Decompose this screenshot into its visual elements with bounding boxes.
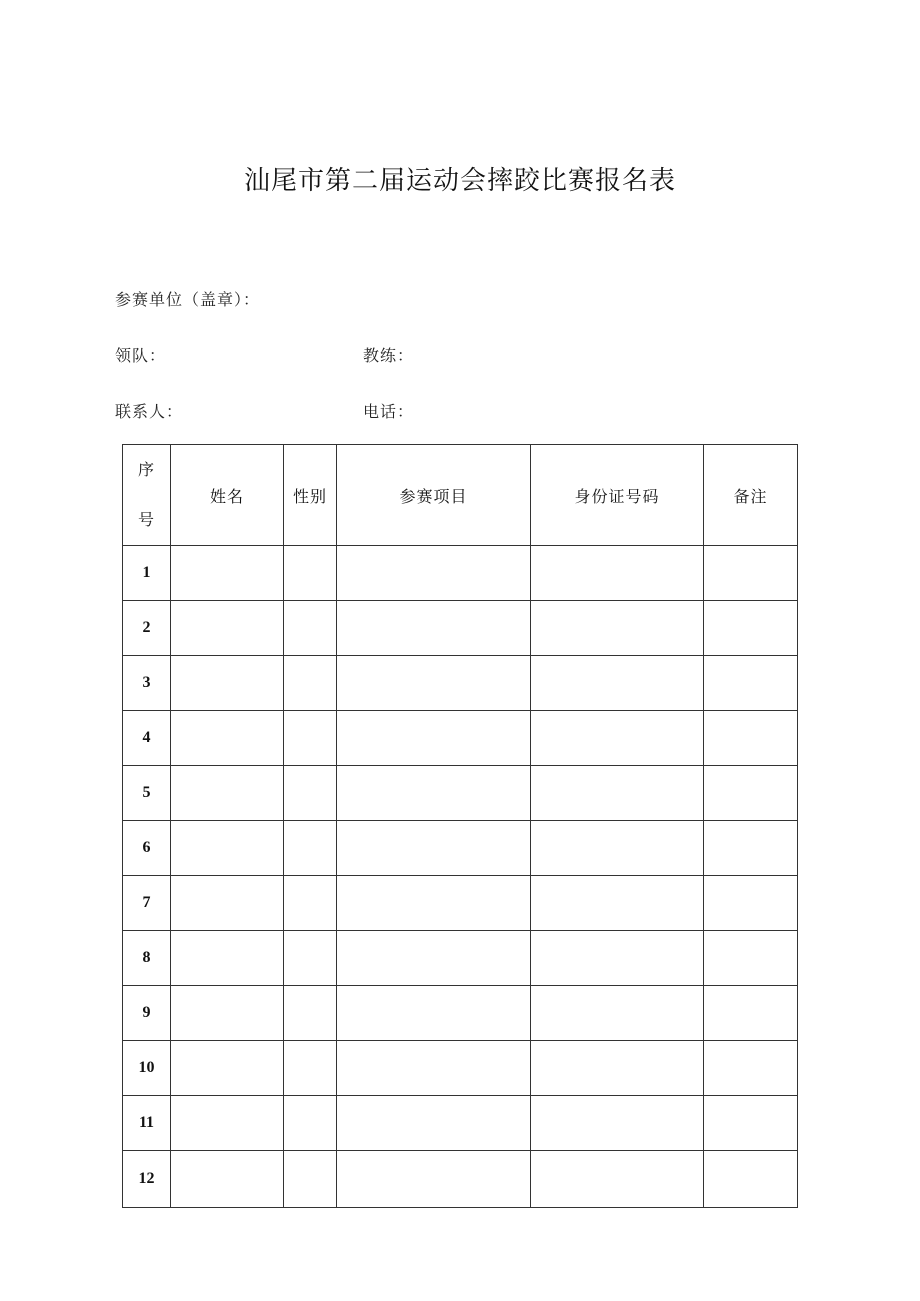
id-number-cell[interactable] (531, 1096, 704, 1151)
header-seq-line2: 号 (137, 510, 155, 529)
header-event: 参赛项目 (337, 445, 531, 546)
page-title: 汕尾市第二届运动会摔跤比赛报名表 (243, 166, 676, 196)
participating-unit-label: 参赛单位（盖章）： (115, 290, 261, 309)
gender-cell[interactable] (284, 876, 337, 931)
gender-cell[interactable] (284, 656, 337, 711)
table-row (123, 876, 798, 931)
coach-label: 教练： (363, 346, 415, 365)
id-number-cell[interactable] (531, 766, 704, 821)
event-cell[interactable] (337, 986, 531, 1041)
event-cell[interactable] (337, 711, 531, 766)
gender-cell[interactable] (284, 1096, 337, 1151)
name-cell[interactable] (171, 876, 284, 931)
event-cell[interactable] (337, 546, 531, 601)
row-number: 2 (123, 601, 171, 656)
row-number: 3 (123, 656, 171, 711)
table-row (123, 1041, 798, 1096)
phone-label: 电话： (363, 402, 415, 421)
table-row (123, 656, 798, 711)
id-number-cell[interactable] (531, 711, 704, 766)
row-number: 7 (123, 876, 171, 931)
event-cell[interactable] (337, 876, 531, 931)
table-row (123, 766, 798, 821)
remark-cell[interactable] (704, 986, 798, 1041)
table-header-row (123, 445, 798, 546)
gender-cell[interactable] (284, 601, 337, 656)
table-row (123, 711, 798, 766)
event-cell[interactable] (337, 931, 531, 986)
remark-cell[interactable] (704, 546, 798, 601)
table-row (123, 931, 798, 986)
name-cell[interactable] (171, 986, 284, 1041)
event-cell[interactable] (337, 656, 531, 711)
header-seq (123, 445, 171, 546)
remark-cell[interactable] (704, 766, 798, 821)
id-number-cell[interactable] (531, 601, 704, 656)
gender-cell[interactable] (284, 931, 337, 986)
gender-cell[interactable] (284, 1151, 337, 1208)
name-cell[interactable] (171, 1151, 284, 1208)
event-cell[interactable] (337, 821, 531, 876)
row-number: 12 (123, 1151, 171, 1208)
name-cell[interactable] (171, 601, 284, 656)
row-number: 6 (123, 821, 171, 876)
event-cell[interactable] (337, 766, 531, 821)
event-cell[interactable] (337, 1151, 531, 1208)
gender-cell[interactable] (284, 1041, 337, 1096)
table-row (123, 821, 798, 876)
id-number-cell[interactable] (531, 931, 704, 986)
id-number-cell[interactable] (531, 1151, 704, 1208)
header-gender: 性别 (284, 445, 337, 546)
remark-cell[interactable] (704, 1096, 798, 1151)
remark-cell[interactable] (704, 876, 798, 931)
gender-cell[interactable] (284, 821, 337, 876)
header-remark: 备注 (704, 445, 798, 546)
event-cell[interactable] (337, 1096, 531, 1151)
gender-cell[interactable] (284, 546, 337, 601)
table-row (123, 986, 798, 1041)
name-cell[interactable] (171, 1096, 284, 1151)
gender-cell[interactable] (284, 986, 337, 1041)
table-row (123, 546, 798, 601)
event-cell[interactable] (337, 1041, 531, 1096)
id-number-cell[interactable] (531, 656, 704, 711)
header-name: 姓名 (171, 445, 284, 546)
table-row (123, 1096, 798, 1151)
gender-cell[interactable] (284, 766, 337, 821)
id-number-cell[interactable] (531, 876, 704, 931)
table-row (123, 1151, 798, 1208)
gender-cell[interactable] (284, 711, 337, 766)
remark-cell[interactable] (704, 1151, 798, 1208)
table-row (123, 601, 798, 656)
id-number-cell[interactable] (531, 546, 704, 601)
contact-person-label: 联系人： (115, 402, 184, 421)
remark-cell[interactable] (704, 711, 798, 766)
name-cell[interactable] (171, 766, 284, 821)
row-number: 10 (123, 1041, 171, 1096)
event-cell[interactable] (337, 601, 531, 656)
id-number-cell[interactable] (531, 1041, 704, 1096)
row-number: 8 (123, 931, 171, 986)
name-cell[interactable] (171, 656, 284, 711)
remark-cell[interactable] (704, 1041, 798, 1096)
row-number: 5 (123, 766, 171, 821)
name-cell[interactable] (171, 931, 284, 986)
remark-cell[interactable] (704, 821, 798, 876)
registration-table (122, 444, 798, 1208)
name-cell[interactable] (171, 711, 284, 766)
id-number-cell[interactable] (531, 821, 704, 876)
name-cell[interactable] (171, 821, 284, 876)
remark-cell[interactable] (704, 931, 798, 986)
name-cell[interactable] (171, 546, 284, 601)
header-id-number: 身份证号码 (531, 445, 704, 546)
header-seq-line1: 序 (137, 460, 155, 479)
row-number: 4 (123, 711, 171, 766)
row-number: 11 (123, 1096, 171, 1151)
name-cell[interactable] (171, 1041, 284, 1096)
row-number: 9 (123, 986, 171, 1041)
remark-cell[interactable] (704, 601, 798, 656)
team-leader-label: 领队： (115, 346, 167, 365)
id-number-cell[interactable] (531, 986, 704, 1041)
remark-cell[interactable] (704, 656, 798, 711)
row-number: 1 (123, 546, 171, 601)
